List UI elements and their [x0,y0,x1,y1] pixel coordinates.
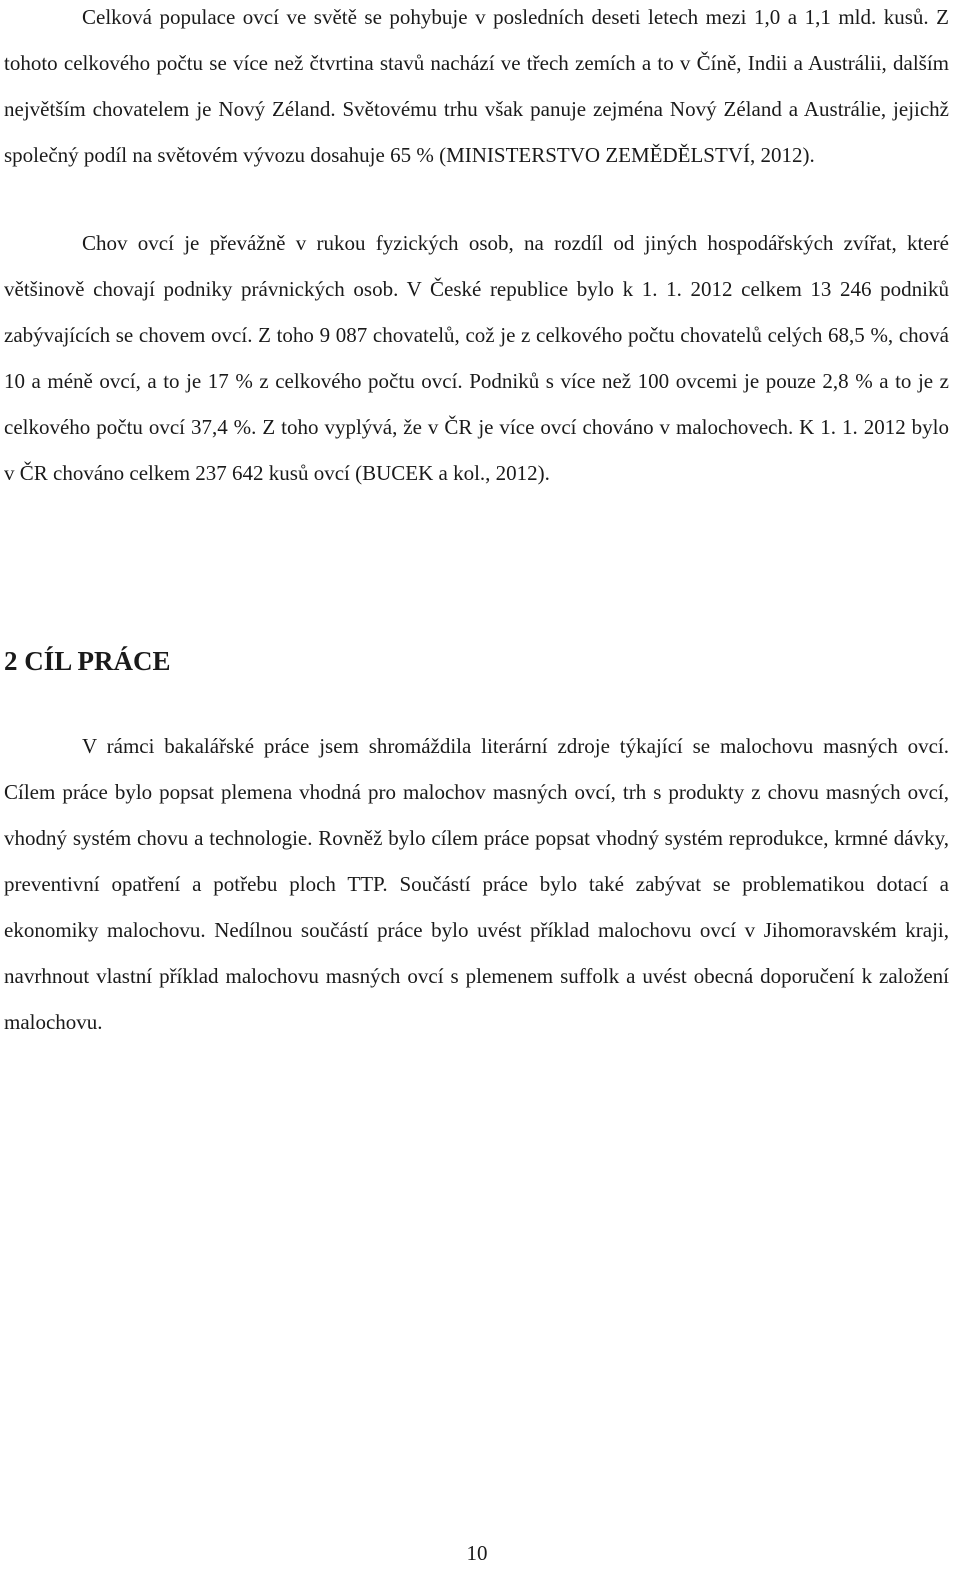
page-number: 10 [466,1541,488,1565]
section-heading: 2 CÍL PRÁCE [4,646,171,676]
paragraph-text: Celková populace ovcí ve světě se pohybuje v posledních deseti letech mezi 1,0 a 1,1 mld. kusů. Z tohoto celkového počtu se více než čtvrtina stavů nachází ve třech zemích a to v Číně, Indii a Austrálii, dalším největším chovatelem je Nový Zéland. Světovému trhu však panuje zejména Nový Zéland a Austrálie, jejichž společný podíl na světovém vývozu dosahuje 65 % (MINISTERSTVO ZEMĚDĚLSTVÍ, 2012). [4,5,949,167]
paragraph-text: V rámci bakalářské práce jsem shromáždila literární zdroje týkající se malochovu masných ovcí. Cílem práce bylo popsat plemena vhodná pro malochov masných ovcí, trh s produkty z chovu masných ovcí, vhodný systém chovu a technologie. Rovněž bylo cílem práce popsat vhodný systém reprodukce, krmné dávky, preventivní opatření a potřebu ploch TTP. Součástí práce bylo také zabývat se problematikou dotací a ekonomiky malochovu. Nedílnou součástí práce bylo uvést příklad malochovu ovcí v Jihomoravském kraji, navrhnout vlastní příklad malochovu masných ovcí s plemenem suffolk a uvést obecná doporučení k založení malochovu. [4,734,949,1034]
paragraph-czech-sheep-breeding [4,220,949,496]
paragraph-thesis-goal [4,723,949,1045]
paragraph-text: Chov ovcí je převážně v rukou fyzických osob, na rozdíl od jiných hospodářských zvířat, které většinově chovají podniky právnických osob. V České republice bylo k 1. 1. 2012 celkem 13 246 podniků zabývajících se chovem ovcí. Z toho 9 087 chovatelů, což je z celkového počtu chovatelů celých 68,5 %, chová 10 a méně ovcí, a to je 17 % z celkového počtu ovcí. Podniků s více než 100 ovcemi je pouze 2,8 % a to je z celkového počtu ovcí 37,4 %. Z toho vyplývá, že v ČR je více ovcí chováno v malochovech. K 1. 1. 2012 bylo v ČR chováno celkem 237 642 kusů ovcí (BUCEK a kol., 2012). [4,231,949,485]
paragraph-world-sheep-population [4,0,949,178]
